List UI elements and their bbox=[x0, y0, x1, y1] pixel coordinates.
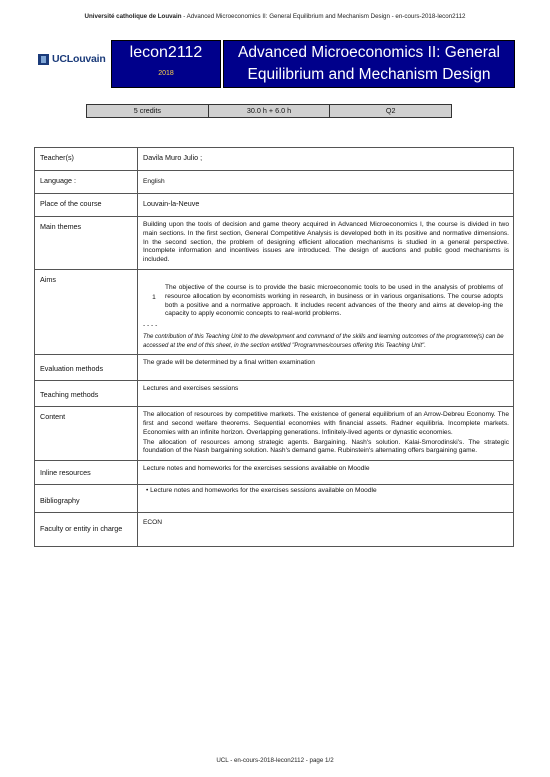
content-cell bbox=[138, 407, 514, 461]
aims-number: 1 bbox=[152, 293, 156, 301]
content-paragraph: The allocation of resources by competitive markets. The existence of general equilibrium of an Arrow-Debreu Economy. The first and second welfare theorems. Sequential economies with financial assets. Radner equilibria. Incomplete markets. Economies with an infinite horizon. Overlapping generations. Infinitely-lived agents or dynastic economies. bbox=[143, 411, 509, 436]
top-bar-rest: - Advanced Microeconomics II: General Equilibrium and Mechanism Design - en-cours-2018-lecon2112 bbox=[181, 13, 466, 20]
teachers-value: Davila Muro Julio ; bbox=[138, 148, 514, 171]
table-row bbox=[35, 484, 514, 512]
aims-dashes: - - - - bbox=[143, 322, 158, 330]
credits-value: 5 credits bbox=[87, 105, 209, 117]
page-footer: UCL - en-cours-2018-lecon2112 - page 1/2 bbox=[216, 757, 334, 764]
place-label: Place of the course bbox=[35, 194, 138, 217]
aims-note: The contribution of this Teaching Unit to the development and command of the skills and learning outcomes of the programme(s) can be accessed at the end of this sheet, in the section entitled "Programmes/courses offering this Teaching Unit". bbox=[143, 333, 504, 349]
logo-text: UCLouvain bbox=[52, 53, 106, 65]
main-themes-value: Building upon the tools of decision and game theory acquired in Advanced Microeconomics I, the course is divided in two main sections. In the first section, General Competitive Analysis is developed both in its positive and normative dimensions. In the second section, the problem of designing efficient allocation mechanisms is studied in a general perspective. Incomplete information and incentives issues are introduced. The design of auctions and public good mechanisms is included. bbox=[138, 217, 514, 270]
faculty-label: Faculty or entity in charge bbox=[35, 512, 138, 546]
logo-mark-icon bbox=[38, 54, 49, 65]
course-info-table bbox=[34, 147, 514, 547]
table-row bbox=[35, 407, 514, 461]
bibliography-label: Bibliography bbox=[35, 484, 138, 512]
main-themes-label: Main themes bbox=[35, 217, 138, 270]
table-row bbox=[35, 269, 514, 354]
aims-item bbox=[143, 284, 509, 319]
teaching-value: Lectures and exercises sessions bbox=[138, 381, 514, 407]
top-bar bbox=[0, 13, 550, 20]
course-year: 2018 bbox=[158, 70, 174, 77]
inline-resources-label: Inline resources bbox=[35, 461, 138, 485]
aims-text: The objective of the course is to provide the basic microeconomic tools to be used in the analysis of problems of resource allocation by economists working in research, in business or in various organisations. The course adopts both a positive and a normative approach. It includes recent advances of the theory and aims at develop-ing the capacity to apply economic concepts to real-world problems. bbox=[165, 283, 503, 318]
language-label: Language : bbox=[35, 171, 138, 194]
course-code-box bbox=[111, 40, 221, 88]
bibliography-value: • Lecture notes and homeworks for the exercises sessions available on Moodle bbox=[138, 484, 514, 512]
credits-bar bbox=[86, 104, 452, 118]
table-row bbox=[35, 171, 514, 194]
table-row bbox=[35, 217, 514, 270]
teachers-label: Teacher(s) bbox=[35, 148, 138, 171]
quadrimester-value: Q2 bbox=[385, 106, 396, 115]
table-row bbox=[35, 512, 514, 546]
inline-resources-value: Lecture notes and homeworks for the exercises sessions available on Moodle bbox=[138, 461, 514, 485]
evaluation-value: The grade will be determined by a final written examination bbox=[138, 355, 514, 381]
hours-value: 30.0 h + 6.0 h bbox=[209, 105, 331, 117]
faculty-value: ECON bbox=[138, 512, 514, 546]
language-value: English bbox=[138, 171, 514, 194]
table-row bbox=[35, 355, 514, 381]
uclouvain-logo bbox=[38, 53, 106, 65]
course-title: Advanced Microeconomics II: General Equilibrium and Mechanism Design bbox=[223, 40, 515, 88]
aims-cell bbox=[138, 269, 514, 354]
university-name: Université catholique de Louvain bbox=[84, 13, 182, 20]
content-paragraph: The allocation of resources among strategic agents. Bargaining. Nash's solution. Kalai-Smorodinski's. The strategic foundation of the Nash bargaining solution. Nash's demand game. Rubinstein's alternating offers bargaining game. bbox=[143, 438, 509, 455]
table-row bbox=[35, 194, 514, 217]
teaching-label: Teaching methods bbox=[35, 381, 138, 407]
table-row bbox=[35, 461, 514, 485]
table-row bbox=[35, 148, 514, 171]
content-label: Content bbox=[35, 407, 138, 461]
course-code: lecon2112 bbox=[129, 44, 203, 61]
aims-label: Aims bbox=[35, 269, 138, 354]
evaluation-label: Evaluation methods bbox=[35, 355, 138, 381]
table-row bbox=[35, 381, 514, 407]
place-value: Louvain-la-Neuve bbox=[138, 194, 514, 217]
